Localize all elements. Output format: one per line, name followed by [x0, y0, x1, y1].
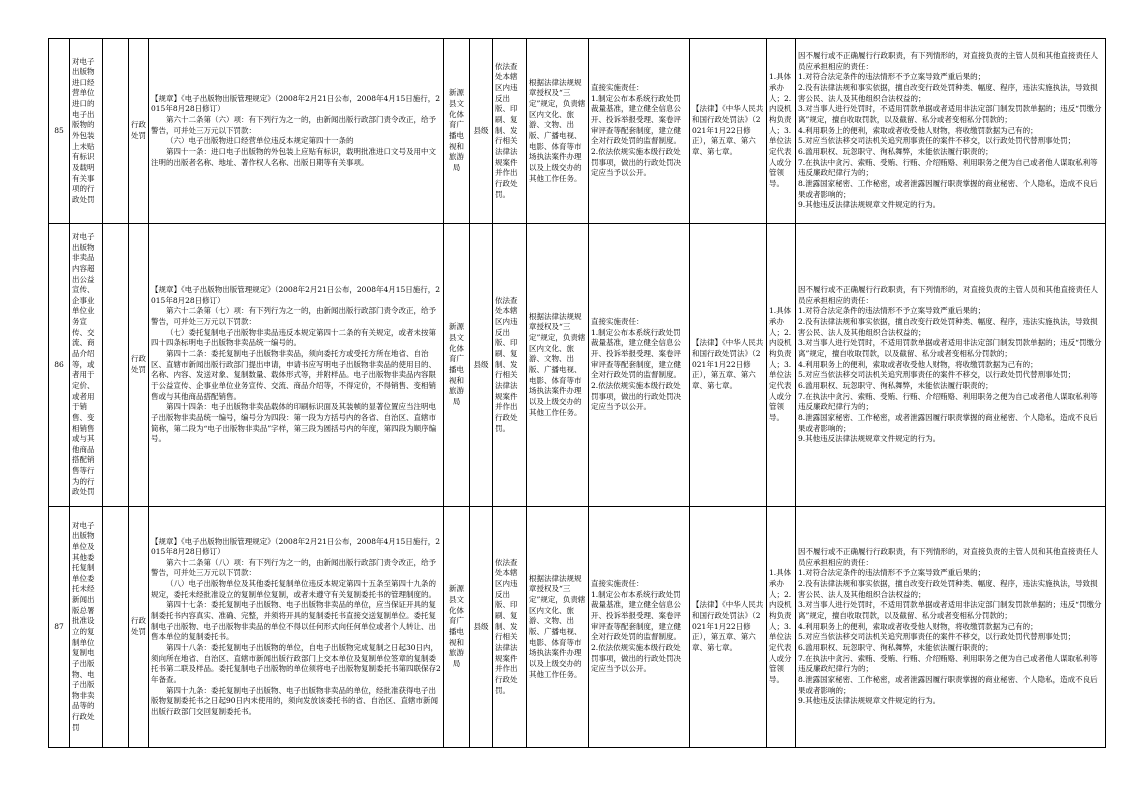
- legal-basis-line: 第四十一条：进口电子出版物的外包装上应贴有标识，载明批准进口文号及用中文注明的出版者名称、地址、著作权人名称、出版日期等有关事项。: [151, 146, 436, 167]
- implementing-department: 新源县文化体育广播电视和旅游局: [444, 507, 470, 748]
- legal-basis-line: 第四十八条：委托复制电子出版物的单位，自电子出版物完成复制之日起30日内，须向所在地省、自治区、直辖市新闻出版行政部门上交本单位及复制单位签章的复制委托书第二联及样品。委托复制电子出版物的单位须将电子出版物复制委托书第四联保存2年备查。: [151, 642, 441, 684]
- legal-basis-line: （八）电子出版物单位及其他委托复制单位违反本规定第四十五条至第四十九条的规定，委托未经批准设立的复制单位复制，或者未遵守有关复制委托书的管理制度的。: [151, 579, 436, 599]
- item-type: 行政处罚: [129, 39, 149, 224]
- responsibility-items: [589, 39, 690, 224]
- legal-basis: [149, 224, 444, 507]
- legal-basis-line: （七）委托复制电子出版物非卖品违反本规定第四十二条的有关规定，或者未按第四十四条标明电子出版物非卖品统一编号的。: [151, 327, 436, 348]
- accountability-circumstances-line: 5.对应当依法移交司法机关追究刑事责任的案件不移交，以行政处罚代替刑事处罚；: [798, 370, 1076, 380]
- responsibility-items: [589, 507, 690, 748]
- accountability-circumstances-line: 4.利用职务上的便利，索取或者收受他人财物，将收缴罚款据为己有的；: [798, 125, 1038, 135]
- accountability-circumstances-line: 9.其他违反法律法规规章文件规定的行为。: [798, 200, 941, 210]
- implementation-scope: 依法查处本辖区内违反出版、印刷、复制、发行相关法律法规案件并作出行政处罚。: [493, 507, 527, 748]
- accountability-circumstances-line: 因不履行或不正确履行行政职责，有下列情形的，对直接负责的主管人员和其他直接责任人员应承担相应的责任：: [798, 51, 1098, 71]
- responsibility-items-line: 2.依法依规实施本级行政处罚事项，做出的行政处罚决定应当予以公开。: [591, 642, 681, 674]
- accountability-circumstances-line: 6.滥用职权、玩忽职守、徇私舞弊，未能依法履行职责的；: [798, 146, 993, 156]
- legal-basis-line: 第六十二条第（八）项：有下列行为之一的，由新闻出版行政部门责令改正，给予警告，可并处三万元以下罚款：: [151, 557, 436, 578]
- responsibility-items-line: 直接实施责任：: [591, 83, 644, 93]
- accountability-law: 【法律】《中华人民共和国行政处罚法》（2021年1月22日修正），第五章、第六章、第七章。: [690, 507, 767, 748]
- legal-basis-line: （六）电子出版物进口经营单位违反本规定第四十一条的: [166, 136, 354, 146]
- responsible-subject: 1.具体承办人；2.内设机构负责人；3.单位法定代表人或分管领导。: [767, 224, 796, 507]
- legal-basis-line: 【规章】《电子出版物出版管理规定》（2008年2月21日公布，2008年4月15日施行，2015年8月28日修订）: [151, 536, 441, 557]
- accountability-circumstances-line: 8.泄露国家秘密、工作秘密，或者泄露因履行职责掌握的商业秘密、个人隐私，造成不良后果或者影响的；: [798, 412, 1098, 433]
- table-row: [49, 39, 1106, 224]
- row-number: 87: [49, 507, 70, 748]
- accountability-circumstances-line: 因不履行或不正确履行行政职责，有下列情形的，对直接负责的主管人员和其他直接责任人员应承担相应的责任：: [798, 285, 1098, 305]
- responsibility-items: [589, 224, 690, 507]
- accountability-circumstances-line: 1.对符合法定条件的违法情形不予立案导致严重后果的；: [798, 72, 986, 82]
- legal-basis-line: 第四十七条：委托复制电子出版物、电子出版物非卖品的单位，应当保证开具的复制委托书内容真实、准确、完整，并须将开具的复制委托书直接交送复制单位。委托复制电子出版物、电子出版物非卖品的单位不得以任何形式向任何单位或者个人转让、出售本单位的复制委托书。: [151, 600, 436, 642]
- implementing-level: 县级: [470, 39, 493, 224]
- item-name: 对电子出版物单位及其他委托复制单位委托未经新闻出版总署批准设立的复制单位复制电子出版物、电子出版物非卖品等的行政处罚: [70, 507, 103, 748]
- legal-basis: [149, 507, 444, 748]
- legal-basis-line: 【规章】《电子出版物出版管理规定》（2008年2月21日公布，2008年4月15日施行，2015年8月28日修订）: [151, 93, 441, 114]
- legal-basis-line: 第六十二条第（六）项：有下列行为之一的，由新闻出版行政部门责令改正，给予警告，可并处三万元以下罚款：: [151, 115, 436, 135]
- responsibility-items-line: 直接实施责任：: [591, 317, 644, 327]
- accountability-circumstances-line: 3.对当事人进行处罚时，不适用罚款单据或者适用非法定部门制发罚款单据的；违反“罚缴分离”规定，擅自收取罚款，以及截留、私分或者变相私分罚款的；: [798, 338, 1102, 359]
- responsibility-reason: 根据法律法规规章授权及“三定”规定，负责辖区内文化、旅游、文物、出版、广播电视、电影、体育等市场执法案件办理以及上级交办的其他工作任务。: [527, 507, 589, 748]
- table-row: [49, 224, 1106, 507]
- row-number: 86: [49, 224, 70, 507]
- implementing-level: 县级: [470, 507, 493, 748]
- legal-basis-line: 第四十二条：委托复制电子出版物非卖品，须向委托方或受托方所在地省、自治区、直辖市新闻出版行政部门提出申请，申请书应写明电子出版物非卖品的使用目的、名称、内容、发送对象、复制数量、载体形式等，并附样品。电子出版物非卖品内容限于公益宣传、企事业单位业务宣传、交流、商品介绍等，不得定价，不得销售、变相销售或与其他商品搭配销售。: [151, 349, 436, 401]
- accountability-circumstances-line: 因不履行或不正确履行行政职责，有下列情形的，对直接负责的主管人员和其他直接责任人员应承担相应的责任：: [798, 547, 1098, 567]
- item-name: 对电子出版物进口经营单位进口的电子出版物的外包装上未贴有标识及载明有关事项的行政处罚: [70, 39, 103, 224]
- accountability-circumstances-line: 7.在执法中贪污、索贿、受贿、行贿、介绍贿赂、利用职务之便为自己或者他人谋取私利等违反廉政纪律行为的；: [798, 157, 1098, 178]
- implementation-scope: 依法查处本辖区内违反出版、印刷、复制、发行相关法律法规案件并作出行政处罚。: [493, 224, 527, 507]
- responsible-subject: 1.具体承办人；2.内设机构负责人；3.单位法定代表人或分管领导。: [767, 39, 796, 224]
- accountability-circumstances-line: 9.其他违反法律法规规章文件规定的行为。: [798, 434, 941, 444]
- implementation-scope: 依法查处本辖区内违反出版、印刷、复制、发行相关法律法规案件并作出行政处罚。: [493, 39, 527, 224]
- accountability-law: 【法律】《中华人民共和国行政处罚法》（2021年1月22日修正），第五章、第六章、第七章。: [690, 39, 767, 224]
- accountability-circumstances-line: 3.对当事人进行处罚时，不适用罚款单据或者适用非法定部门制发罚款单据的；违反“罚缴分离”规定，擅自收取罚款，以及截留、私分或者变相私分罚款的；: [798, 104, 1102, 125]
- accountability-circumstances-line: 1.对符合法定条件的违法情形不予立案导致严重后果的；: [798, 306, 986, 316]
- accountability-circumstances-line: 8.泄露国家秘密、工作秘密，或者泄露因履行职责掌握的商业秘密、个人隐私，造成不良后果或者影响的；: [798, 178, 1098, 199]
- legal-basis-line: 【规章】《电子出版物出版管理规定》（2008年2月21日公布，2008年4月15日施行，2015年8月28日修订）: [151, 285, 441, 305]
- accountability-circumstances-line: 1.对符合法定条件的违法情形不予立案导致严重后果的；: [798, 568, 986, 578]
- responsibility-items-line: 直接实施责任：: [591, 579, 644, 589]
- responsibility-items-line: 2.依法依规实施本级行政处罚事项，做出的行政处罚决定应当予以公开。: [591, 380, 681, 412]
- accountability-circumstances: [796, 224, 1106, 507]
- accountability-circumstances-line: 6.滥用职权、玩忽职守、徇私舞弊，未能依法履行职责的；: [798, 380, 993, 390]
- row-number: 85: [49, 39, 70, 224]
- accountability-circumstances-line: 6.滥用职权、玩忽职守、徇私舞弊，未能依法履行职责的；: [798, 642, 993, 652]
- item-name: 对电子出版物非卖品内容超出公益宣传、企事业单位业务宣传、交流、商品介绍等，或者用于定价、或者用于销售、变相销售或与其他商品搭配销售等行为的行政处罚: [70, 224, 103, 507]
- implementing-department: 新源县文化体育广播电视和旅游局: [444, 224, 470, 507]
- accountability-circumstances-line: 7.在执法中贪污、索贿、受贿、行贿、介绍贿赂、利用职务之便为自己或者他人谋取私利等违反廉政纪律行为的；: [798, 391, 1098, 412]
- accountability-circumstances-line: 5.对应当依法移交司法机关追究刑事责任的案件不移交，以行政处罚代替刑事处罚；: [798, 136, 1076, 146]
- sub-item-name: [103, 224, 129, 507]
- accountability-circumstances: [796, 507, 1106, 748]
- accountability-circumstances: [796, 39, 1106, 224]
- responsibility-reason: 根据法律法规规章授权及“三定”规定，负责辖区内文化、旅游、文物、出版、广播电视、电影、体育等市场执法案件办理以及上级交办的其他工作任务。: [527, 224, 589, 507]
- power-list-table: [48, 38, 1106, 748]
- legal-basis-line: 第四十四条：电子出版物非卖品载体的印刷标识面及其装帧的显著位置应当注明电子出版物非卖品统一编号，编号分为四段：第一段为方括号内的各省、自治区、直辖市简称，第二段为“电子出版物非卖品”字样，第三段为圆括号内的年度，第四段为顺序编号。: [151, 402, 437, 444]
- implementing-level: 县级: [470, 224, 493, 507]
- legal-basis: [149, 39, 444, 224]
- accountability-circumstances-line: 4.利用职务上的便利，索取或者收受他人财物，将收缴罚款据为己有的；: [798, 359, 1038, 369]
- accountability-circumstances-line: 7.在执法中贪污、索贿、受贿、行贿、介绍贿赂、利用职务之便为自己或者他人谋取私利等违反廉政纪律行为的；: [798, 653, 1098, 674]
- accountability-circumstances-line: 2.没有法律法规和事实依据，擅自改变行政处罚种类、幅度、程序，违法实施执法，导致损害公民、法人及其他组织合法权益的；: [798, 83, 1098, 103]
- accountability-circumstances-line: 2.没有法律法规和事实依据，擅自改变行政处罚种类、幅度、程序，违法实施执法，导致损害公民、法人及其他组织合法权益的；: [798, 317, 1098, 337]
- sub-item-name: [103, 39, 129, 224]
- accountability-circumstances-line: 8.泄露国家秘密、工作秘密，或者泄露因履行职责掌握的商业秘密、个人隐私，造成不良后果或者影响的；: [798, 674, 1098, 695]
- responsibility-items-line: 1.制定公布本系统行政处罚裁量基准，建立健全信息公开、投诉举报受理、案卷评审评查等配套制度，建立健全对行政处罚的监督制度。: [591, 93, 681, 146]
- item-type: 行政处罚: [129, 224, 149, 507]
- accountability-circumstances-line: 5.对应当依法移交司法机关追究刑事责任的案件不移交，以行政处罚代替刑事处罚；: [798, 632, 1076, 642]
- responsibility-items-line: 1.制定公布本系统行政处罚裁量基准，建立健全信息公开、投诉举报受理、案卷评审评查等配套制度，建立健全对行政处罚的监督制度。: [591, 327, 681, 380]
- sub-item-name: [103, 507, 129, 748]
- item-type: 行政处罚: [129, 507, 149, 748]
- accountability-circumstances-line: 2.没有法律法规和事实依据，擅自改变行政处罚种类、幅度、程序，违法实施执法，导致损害公民、法人及其他组织合法权益的；: [798, 579, 1098, 599]
- responsibility-reason: 根据法律法规规章授权及“三定”规定，负责辖区内文化、旅游、文物、出版、广播电视、电影、体育等市场执法案件办理以及上级交办的其他工作任务。: [527, 39, 589, 224]
- accountability-circumstances-line: 3.对当事人进行处罚时，不适用罚款单据或者适用非法定部门制发罚款单据的；违反“罚缴分离”规定，擅自收取罚款，以及截留、私分或者变相私分罚款的；: [798, 600, 1102, 621]
- accountability-circumstances-line: 9.其他违反法律法规规章文件规定的行为。: [798, 696, 941, 706]
- accountability-circumstances-line: 4.利用职务上的便利，索取或者收受他人财物，将收缴罚款据为己有的；: [798, 621, 1038, 631]
- responsibility-items-line: 2.依法依规实施本级行政处罚事项，做出的行政处罚决定应当予以公开。: [591, 146, 681, 178]
- table-row: [49, 507, 1106, 748]
- legal-basis-line: 第四十九条：委托复制电子出版物、电子出版物非卖品的单位，经批准获得电子出版物复制委托书之日起90日内未使用的，须向发放该委托书的省、自治区、直辖市新闻出版行政部门交回复制委托书。: [151, 685, 439, 716]
- accountability-law: 【法律】《中华人民共和国行政处罚法》（2021年1月22日修正），第五章、第六章、第七章。: [690, 224, 767, 507]
- responsibility-items-line: 1.制定公布本系统行政处罚裁量基准，建立健全信息公开、投诉举报受理、案卷评审评查等配套制度，建立健全对行政处罚的监督制度。: [591, 589, 681, 642]
- responsible-subject: 1.具体承办人；2.内设机构负责人；3.单位法定代表人或分管领导。: [767, 507, 796, 748]
- implementing-department: 新源县文化体育广播电视和旅游局: [444, 39, 470, 224]
- legal-basis-line: 第六十二条第（七）项：有下列行为之一的，由新闻出版行政部门责令改正，给予警告，可并处三万元以下罚款：: [151, 306, 436, 327]
